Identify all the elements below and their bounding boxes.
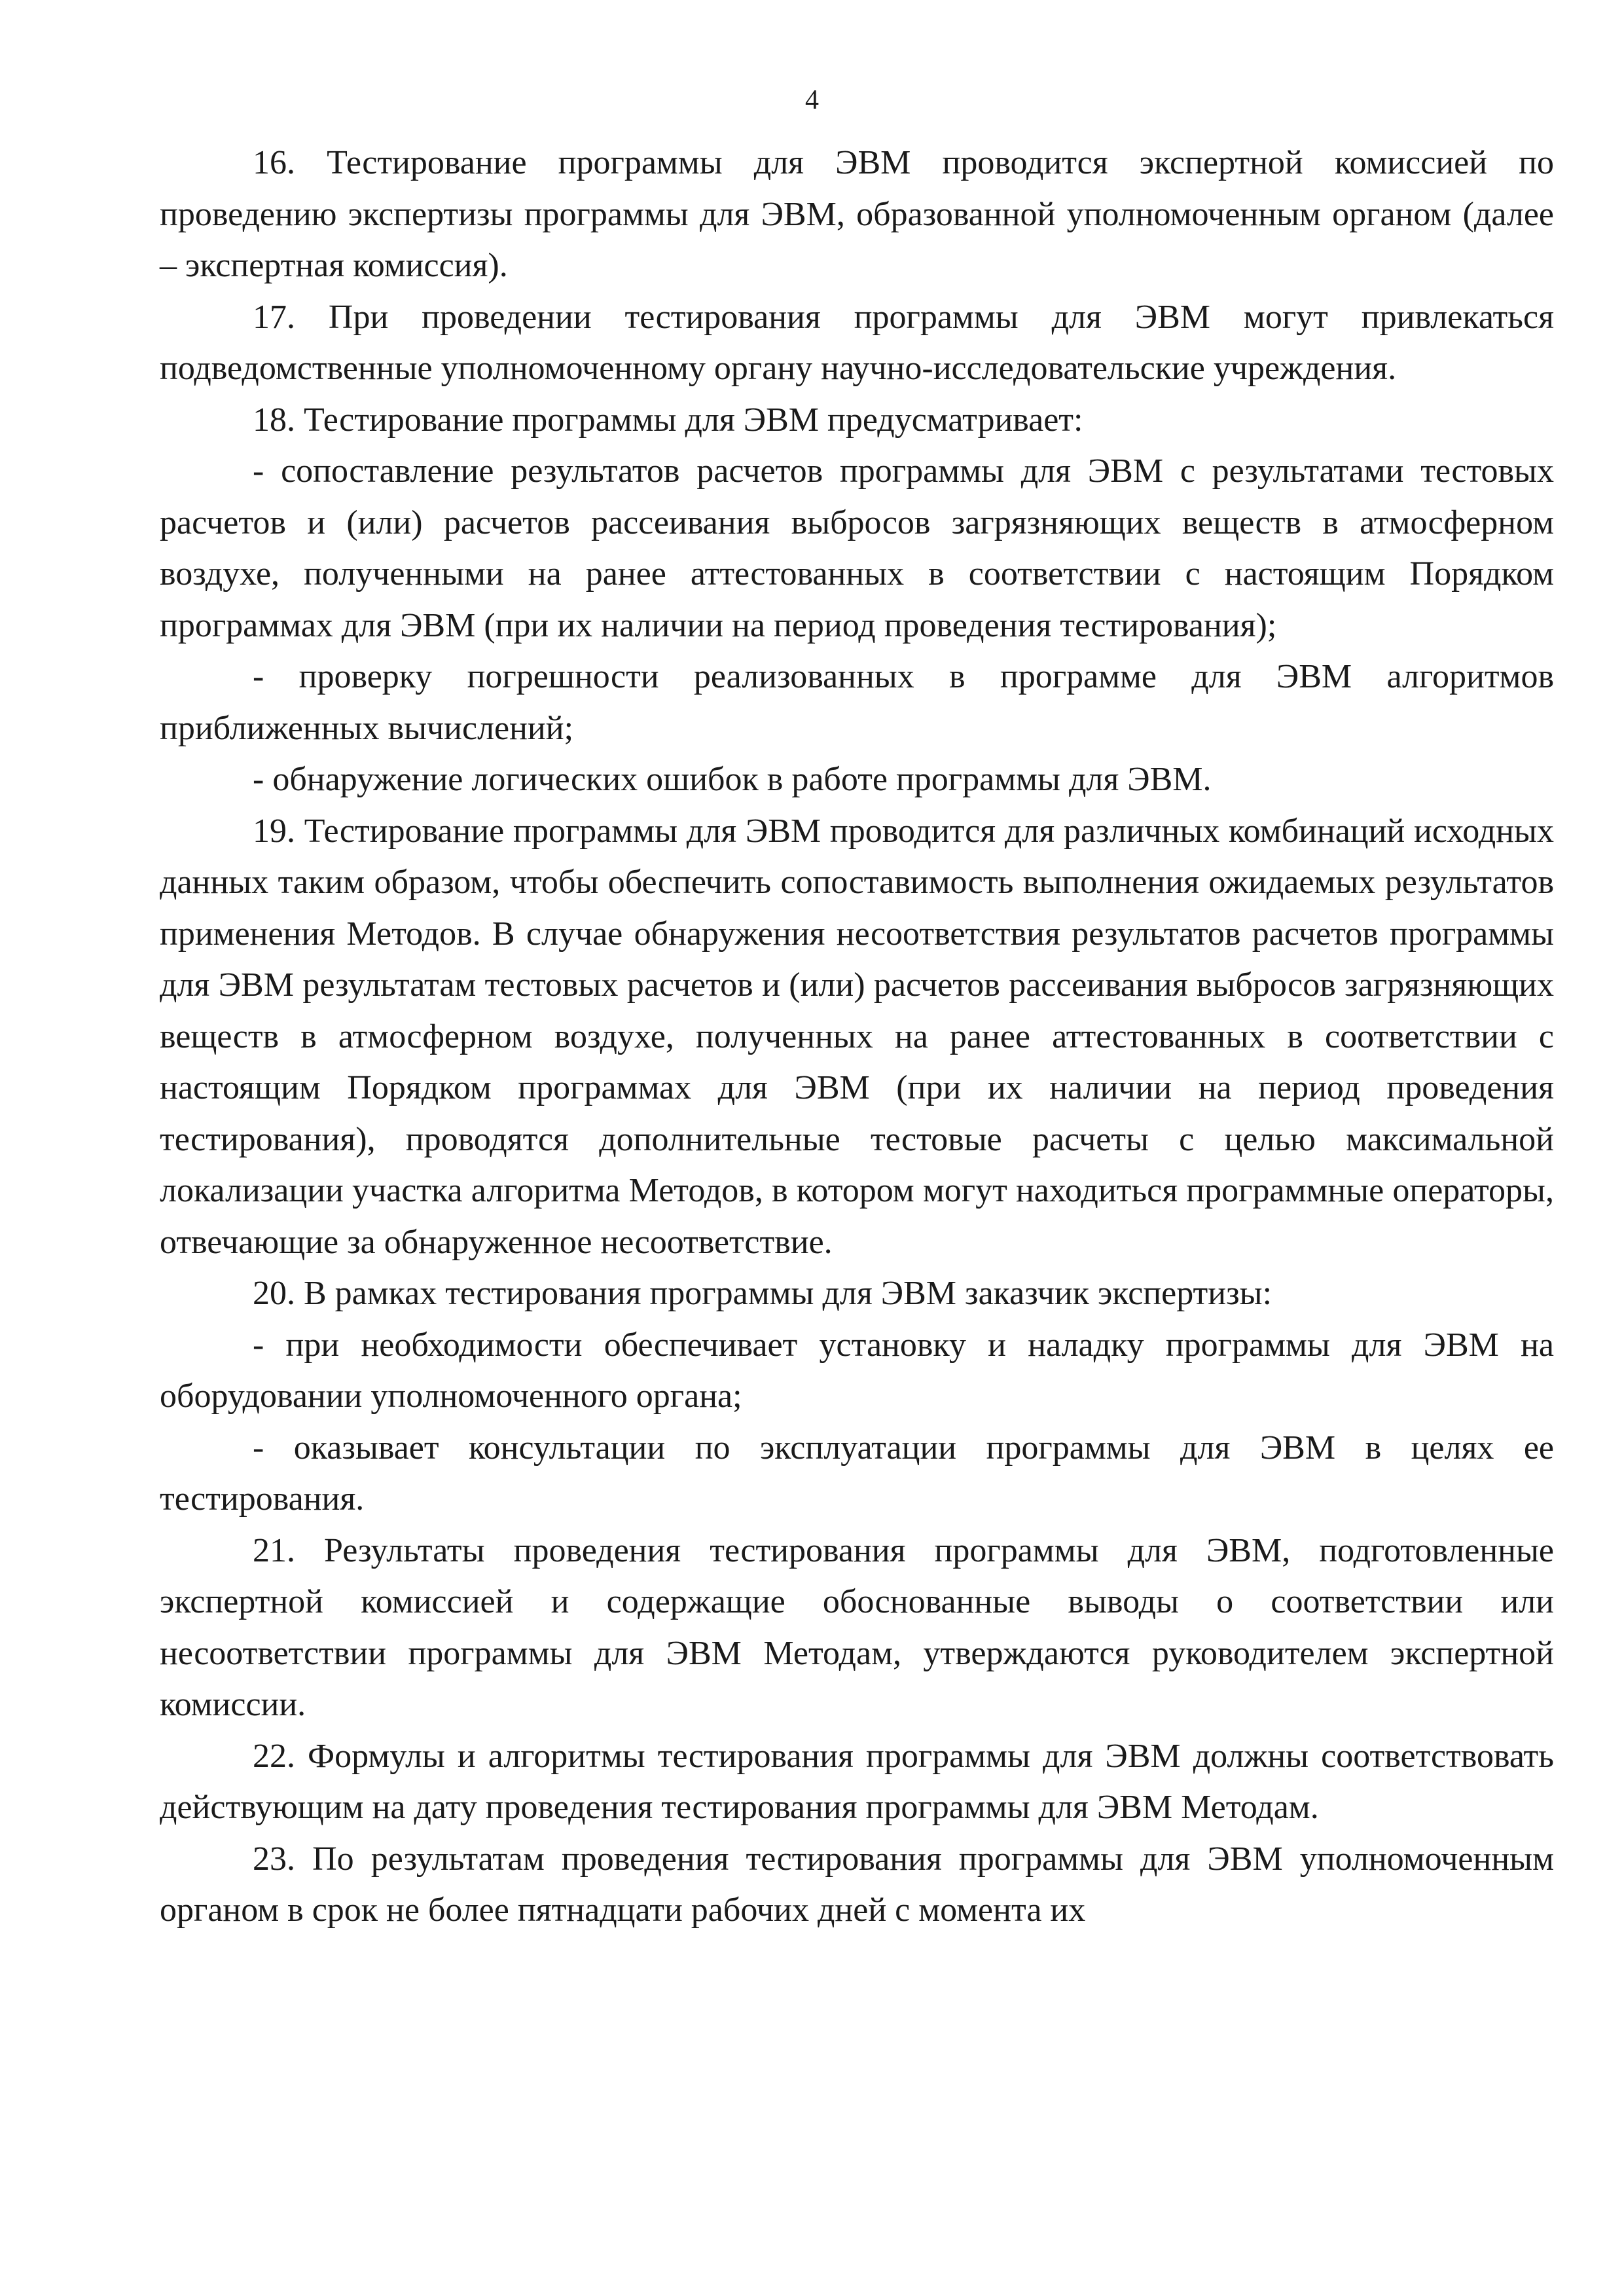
paragraph-16: 16. Тестирование программы для ЭВМ проводится экспертной комиссией по проведению экспертизы программы для ЭВМ, образованной уполномоченным органом (далее – экспертная комиссия). <box>160 144 1554 284</box>
paragraph-19: 19. Тестирование программы для ЭВМ проводится для различных комбинаций исходных данных таким образом, чтобы обеспечить сопоставимость выполнения ожидаемых результатов применения Методов. В случае обнаружения несоответствия результатов расчетов программы для ЭВМ результатам тестовых расчетов и (или) расчетов рассеивания выбросов загрязняющих веществ в атмосферном воздухе, полученных на ранее аттестованных в соответствии с настоящим Порядком программах для ЭВМ (при их наличии на период проведения тестирования), проводятся дополнительные тестовые расчеты с целью максимальной локализации участка алгоритма Методов, в котором могут находиться программные операторы, отвечающие за обнаруженное несоответствие. <box>160 812 1554 1261</box>
list-item-comparison: - сопоставление результатов расчетов программы для ЭВМ с результатами тестовых расчетов и (или) расчетов рассеивания выбросов загрязняющих веществ в атмосферном воздухе, полученными на ранее аттестованных в соответствии с настоящим Порядком программах для ЭВМ (при их наличии на период проведения тестирования); <box>160 452 1554 644</box>
paragraph-22: 22. Формулы и алгоритмы тестирования программы для ЭВМ должны соответствовать действующим на дату проведения тестирования программы для ЭВМ Методам. <box>160 1737 1554 1826</box>
paragraph-17: 17. При проведении тестирования программы для ЭВМ могут привлекаться подведомственные уполномоченному органу научно-исследовательские учреждения. <box>160 298 1554 387</box>
paragraph-21: 21. Результаты проведения тестирования программы для ЭВМ, подготовленные экспертной комиссией и содержащие обоснованные выводы о соответствии или несоответствии программы для ЭВМ Методам, утверждаются руководителем экспертной комиссии. <box>160 1531 1554 1723</box>
paragraph-18: 18. Тестирование программы для ЭВМ предусматривает: <box>253 401 1083 439</box>
paragraph-23: 23. По результатам проведения тестирования программы для ЭВМ уполномоченным органом в срок не более пятнадцати рабочих дней с момента их <box>160 1840 1554 1929</box>
page-number: 4 <box>805 85 819 115</box>
list-item-consultation: - оказывает консультации по эксплуатации программы для ЭВМ в целях ее тестирования. <box>160 1429 1554 1518</box>
paragraph-20: 20. В рамках тестирования программы для ЭВМ заказчик экспертизы: <box>253 1275 1272 1312</box>
list-item-error-check: - проверку погрешности реализованных в программе для ЭВМ алгоритмов приближенных вычислений; <box>160 658 1554 747</box>
list-item-installation: - при необходимости обеспечивает установку и наладку программы для ЭВМ на оборудовании уполномоченного органа; <box>160 1326 1554 1415</box>
list-item-logic-errors: - обнаружение логических ошибок в работе программы для ЭВМ. <box>253 761 1212 798</box>
document-body <box>160 137 1554 1937</box>
